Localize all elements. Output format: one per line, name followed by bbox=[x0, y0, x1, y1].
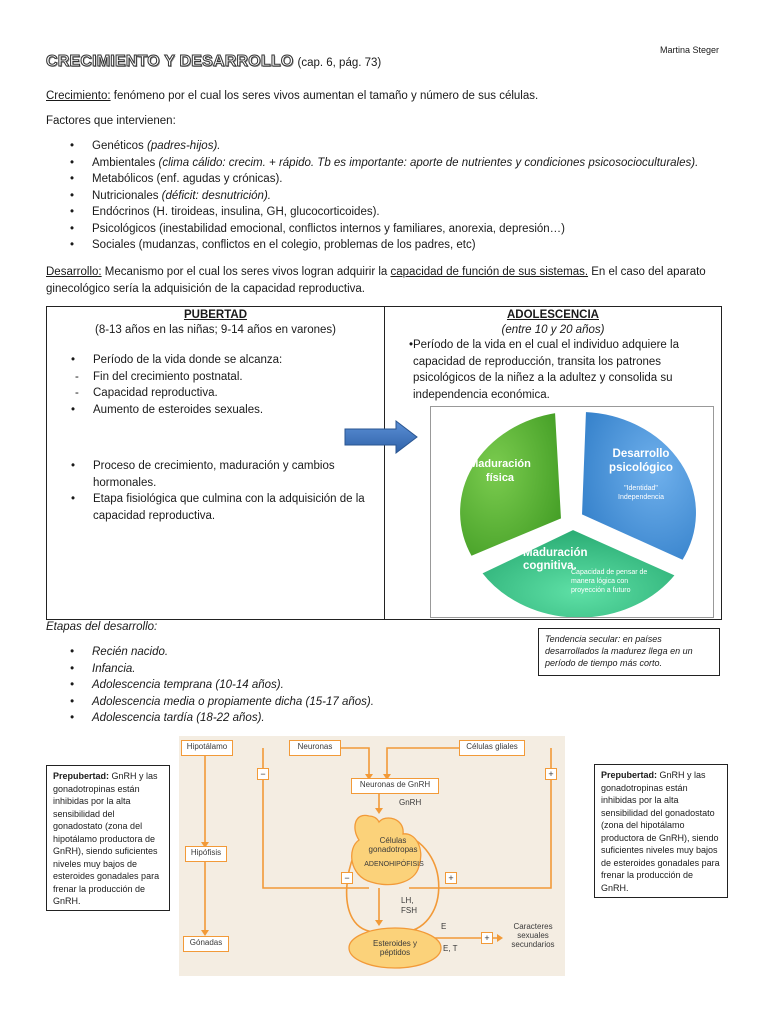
note-left-text: GnRH y las gonadotropinas están inhibidas por la alta sensibilidad del gonadostato (zona del hipotálamo productora de GnRH), siendo suficientes niveles muy bajos de esteroides gonadales para frenar la producción de GnRH. bbox=[53, 771, 160, 906]
adolescencia-range: (entre 10 y 20 años) bbox=[501, 324, 605, 336]
list-item: • Infancia. bbox=[46, 661, 506, 678]
sign-minus: − bbox=[257, 768, 269, 780]
pubertad-heading: PUBERTAD bbox=[183, 309, 248, 321]
adolescencia-heading: ADOLESCENCIA bbox=[506, 309, 599, 321]
sign-plus: + bbox=[481, 932, 493, 944]
desarrollo-underlined: capacidad de función de sus sistemas. bbox=[390, 266, 589, 278]
list-item: • Aumento de esteroides sexuales. bbox=[47, 402, 377, 419]
box-hipofisis: Hipófisis bbox=[185, 846, 227, 862]
title-main: CRECIMIENTO Y DESARROLLO bbox=[46, 53, 294, 70]
label-psicologico-sub: "Identidad" Independencia bbox=[618, 485, 664, 501]
sign-plus: + bbox=[445, 872, 457, 884]
list-item: • Etapa fisiológica que culmina con la adquisición de la capacidad reproductiva. bbox=[47, 491, 377, 524]
title-reference: (cap. 6, pág. 73) bbox=[297, 57, 382, 69]
label-gnrh: GnRH bbox=[399, 798, 422, 807]
list-item: • Psicológicos (inestabilidad emocional, conflictos internos y familiares, anorexia, depresión…) bbox=[46, 221, 726, 238]
sign-minus: − bbox=[341, 872, 353, 884]
factores-list bbox=[46, 138, 726, 254]
label-celulas-gonadotropas: Células gonadotropas bbox=[368, 836, 418, 854]
label-cognitiva: Maduración cognitiva. bbox=[523, 547, 588, 572]
list-item: • Adolescencia temprana (10-14 años). bbox=[46, 677, 506, 694]
list-item: • Ambientales (clima cálido: crecim. + rápido. Tb es importante: aporte de nutrientes y condiciones psicosocioculturales). bbox=[46, 155, 726, 172]
list-item: • Sociales (mudanzas, conflictos en el colegio, problemas de los padres, etc) bbox=[46, 237, 726, 254]
desarrollo-definition bbox=[46, 264, 722, 297]
box-neuronas: Neuronas bbox=[289, 740, 341, 756]
list-item: • Período de la vida donde se alcanza: - Fin del crecimiento postnatal. - Capacidad reproductiva. bbox=[47, 352, 377, 402]
desarrollo-term: Desarrollo: bbox=[46, 266, 102, 278]
label-lh: LH, bbox=[401, 896, 414, 905]
list-item: • Nutricionales (déficit: desnutrición). bbox=[46, 188, 726, 205]
box-gonadas: Gónadas bbox=[183, 936, 229, 952]
prepubertad-note-left bbox=[46, 765, 170, 911]
note-right-bold: Prepubertad: bbox=[601, 770, 658, 780]
box-celulas-gliales: Células gliales bbox=[459, 740, 525, 756]
sign-plus: + bbox=[545, 768, 557, 780]
list-item: • Adolescencia media o propiamente dicha (15-17 años). bbox=[46, 694, 506, 711]
note-left-bold: Prepubertad: bbox=[53, 771, 110, 781]
label-cognitiva-sub: Capacidad de pensar de manera lógica con proyección a futuro bbox=[571, 569, 648, 594]
list-item: • Adolescencia tardía (18-22 años). bbox=[46, 710, 506, 727]
label-fisica: Maduración física bbox=[469, 458, 531, 484]
page-title bbox=[46, 54, 381, 72]
label-caracteres: Caracteres sexuales secundarios bbox=[511, 922, 555, 949]
crecimiento-term: Crecimiento: bbox=[46, 90, 111, 102]
list-item: • Proceso de crecimiento, maduración y cambios hormonales. bbox=[47, 458, 377, 491]
box-hipotalamo: Hipotálamo bbox=[181, 740, 233, 756]
list-item: • Período de la vida en el cual el individuo adquiere la capacidad de reproducción, transita los patrones psicológicos de la niñez a la adultez y consolida su independencia económica. bbox=[385, 337, 715, 403]
crecimiento-text: fenómeno por el cual los seres vivos aumentan el tamaño y número de sus células. bbox=[110, 90, 539, 102]
label-esteroides: Esteroides y péptidos bbox=[372, 939, 418, 957]
pubertad-list-1 bbox=[47, 352, 377, 418]
list-item: • Recién nacido. bbox=[46, 644, 506, 661]
adolescencia-list bbox=[385, 337, 715, 403]
desarrollo-text-a: Mecanismo por el cual los seres vivos logran adquirir la bbox=[101, 266, 391, 278]
pubertad-range: (8-13 años en las niñas; 9-14 años en varones) bbox=[94, 324, 336, 336]
etapas-heading: Etapas del desarrollo: bbox=[46, 621, 158, 633]
list-item: • Endócrinos (H. tiroideas, insulina, GH, glucocorticoides). bbox=[46, 204, 726, 221]
prepubertad-note-right bbox=[594, 764, 728, 898]
note-right-text: GnRH y las gonadotropinas están inhibidas por la alta sensibilidad del gonadostato (zona del hipotálamo productora de GnRH), siendo suficientes niveles muy bajos de esteroides gonadales para frenar la producción de GnRH. bbox=[601, 770, 720, 893]
list-item: - Fin del crecimiento postnatal. bbox=[69, 369, 377, 386]
tendencia-secular-note: Tendencia secular: en países desarrollados la madurez llega en un período de tiempo más corto. bbox=[538, 628, 720, 676]
list-item: • Genéticos (padres-hijos). bbox=[46, 138, 726, 155]
etapas-list bbox=[46, 644, 506, 727]
label-et: E, T bbox=[443, 944, 458, 953]
label-e: E bbox=[441, 922, 447, 931]
box-neuronas-gnrh: Neuronas de GnRH bbox=[351, 778, 439, 794]
right-arrow-icon bbox=[344, 420, 418, 454]
hormonal-axis-diagram bbox=[179, 736, 565, 976]
list-item: • Metabólicos (enf. agudas y crónicas). bbox=[46, 171, 726, 188]
crecimiento-definition bbox=[46, 88, 726, 105]
author-name: Martina Steger bbox=[660, 45, 720, 55]
list-item: - Capacidad reproductiva. bbox=[69, 385, 377, 402]
factores-heading: Factores que intervienen: bbox=[46, 115, 176, 127]
label-fsh: FSH bbox=[401, 906, 417, 915]
maturation-circle-diagram bbox=[430, 406, 714, 618]
label-psicologico: Desarrollo psicológico bbox=[609, 448, 673, 474]
pubertad-list-2 bbox=[47, 458, 377, 524]
label-adenohipofisis: ADENOHIPÓFISIS bbox=[364, 861, 424, 868]
desarrollo-text-b: En el caso del aparato ginecológico sería la adquisición de la capacidad reproductiva. bbox=[46, 266, 706, 295]
